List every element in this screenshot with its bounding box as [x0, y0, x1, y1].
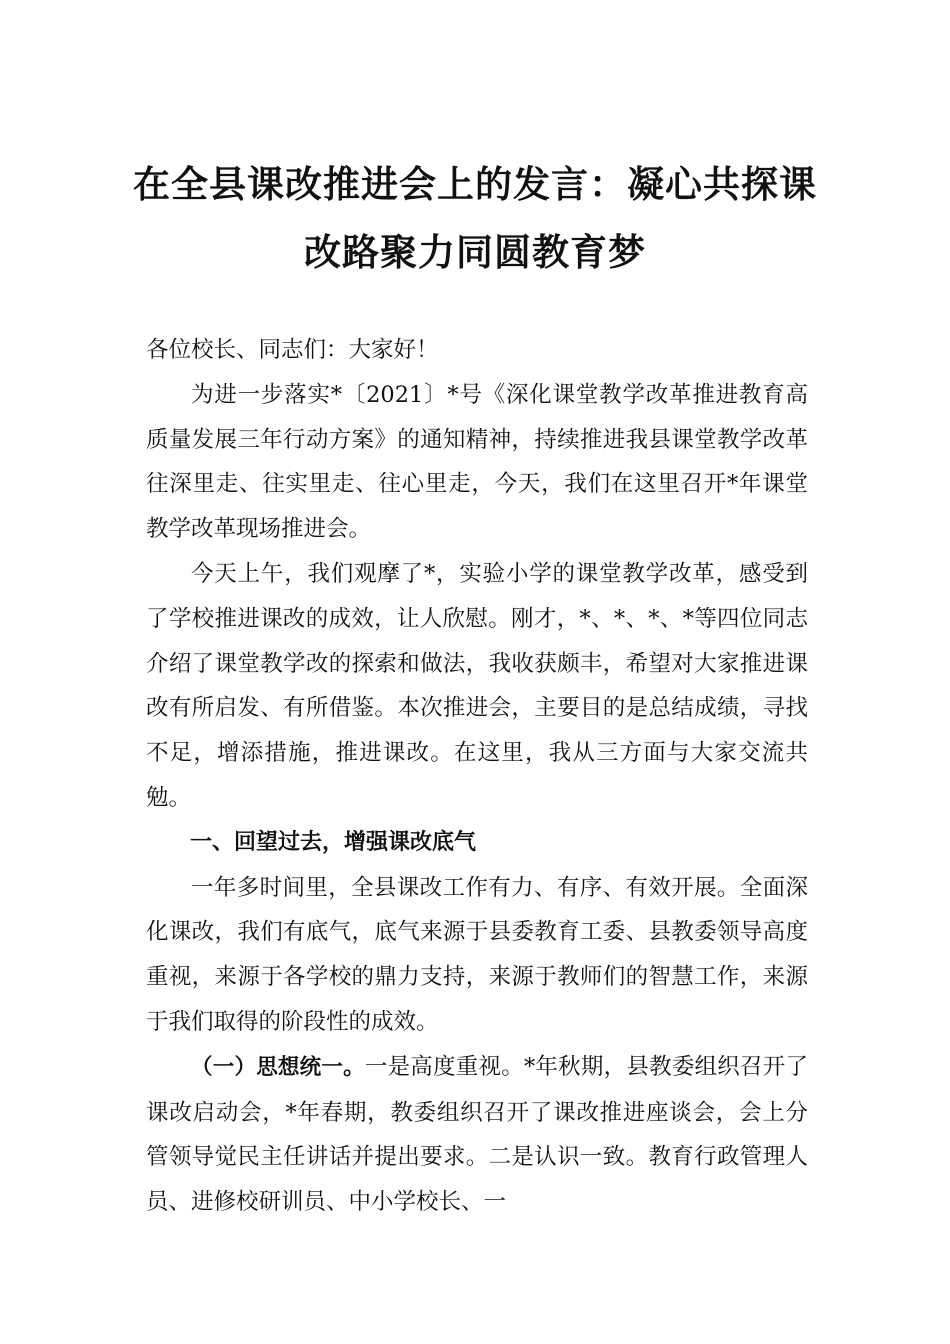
paragraph: 今天上午，我们观摩了*，实验小学的课堂教学改革，感受到了学校推进课改的成效，让人欣慰。刚才，*、*、*、*等四位同志介绍了课堂教学改的探索和做法，我收获颇丰，希望对大家推进课改有所启发、有所借鉴。本次推进会，主要目的是总结成绩，寻找不足，增添措施，推进课改。在这里，我从三方面与大家交流共勉。 — [146, 560, 808, 811]
document-body — [146, 328, 808, 1225]
greeting: 各位校长、同志们：大家好！ — [146, 337, 439, 363]
subsection-heading: （一）思想统一。 — [191, 1054, 365, 1080]
paragraph — [146, 1045, 808, 1225]
paragraph: 一年多时间里，全县课改工作有力、有序、有效开展。全面深化课改，我们有底气，底气来源于县委教育工委、县教委领导高度重视，来源于各学校的鼎力支持，来源于教师们的智慧工作，来源于我们取得的阶段性的成效。 — [146, 874, 808, 1035]
section-heading: 一、回望过去，增强课改底气 — [190, 829, 477, 855]
document-title-line-2: 改路聚力同圆教育梦 — [304, 230, 646, 274]
paragraph-text: 一是高度重视。*年秋期，县教委组织召开了课改启动会，*年春期，教委组织召开了课改推进座谈会，会上分管领导觉民主任讲话并提出要求。二是认识一致。教育行政管理人员、进修校研训员、中小学校长、一 — [146, 1053, 808, 1216]
paragraph: 为进一步落实*〔2021〕*号《深化课堂教学改革推进教育高质量发展三年行动方案》的通知精神，持续推进我县课堂教学改革往深里走、往实里走、往心里走，今天，我们在这里召开*年课堂教学改革现场推进会。 — [146, 381, 808, 543]
document-title-line-1: 在全县课改推进会上的发言：凝心共探课 — [133, 162, 817, 206]
